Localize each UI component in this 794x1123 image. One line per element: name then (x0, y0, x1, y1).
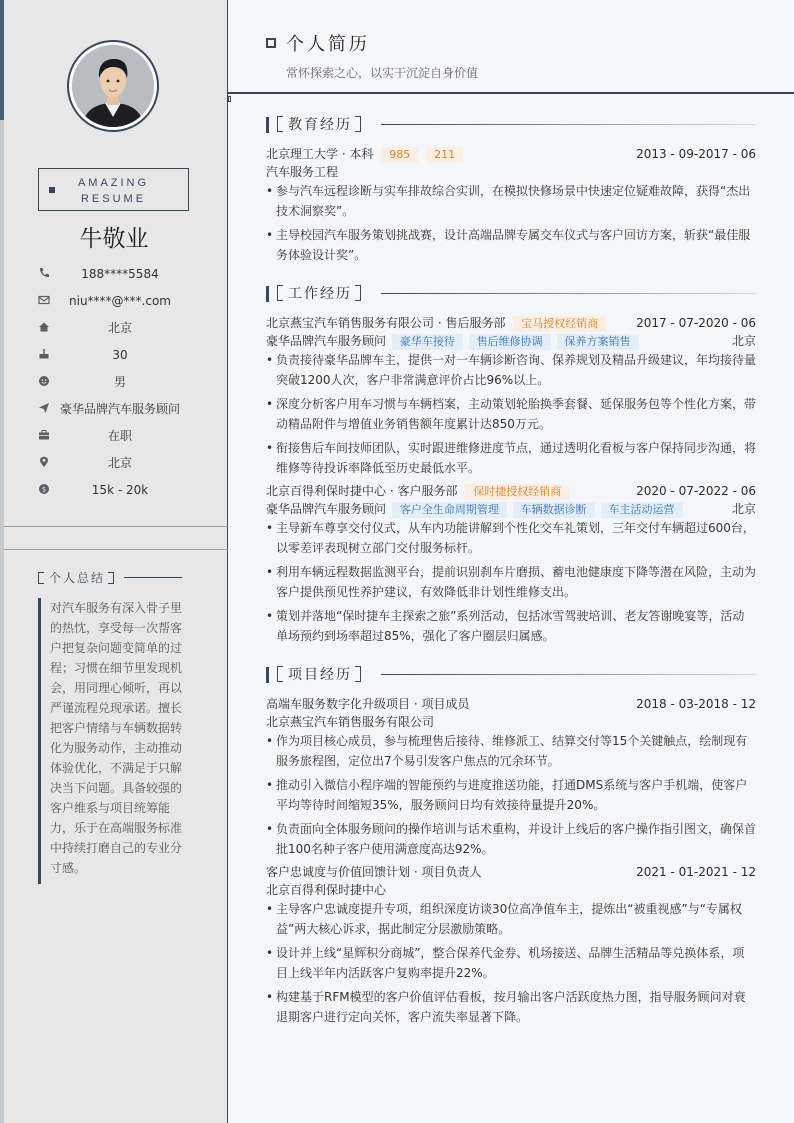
smile-icon (38, 375, 50, 387)
job-position: 豪华品牌汽车服务顾问 (266, 334, 387, 348)
education-header-row (266, 145, 756, 163)
job-position-row (266, 500, 756, 518)
education-major-row (266, 163, 756, 181)
job-bullet: • 负责接待豪华品牌车主，提供一对一车辆诊断咨询、保养规划及精品升级建议，年均接待量突破1200人次，客户非常满意评价占比96%以上。 (266, 350, 756, 390)
bracket-right (355, 666, 361, 682)
bracket-left (277, 285, 283, 301)
school-tag: 211 (426, 147, 463, 163)
education-bullet: • 主导校园汽车服务策划挑战赛，设计高端品牌专属交车仪式与客户回访方案，斩获“最佳服务体验设计奖”。 (266, 225, 756, 265)
skill-tag: 车辆数据诊断 (513, 502, 595, 518)
job-date: 2017 - 07-2020 - 06 (636, 316, 756, 330)
project-bullet: • 负责面向全体服务顾问的操作培训与话术重构，并设计上线后的客户操作指引图文，确保首批100名种子客户使用满意度高达92%。 (266, 819, 756, 859)
job-bullet: • 策划并落地“保时捷车主探索之旅”系列活动，包括冰雪驾驶培训、老友答谢晚宴等，活动单场预约到场率超过85%，强化了客户圈层归属感。 (266, 606, 756, 646)
summary-heading-rule (124, 577, 182, 578)
info-location-text: 北京 (107, 321, 132, 335)
project-bullet: • 设计并上线“星辉积分商城”，整合保养代金券、机场接送、品牌生活精品等兑换体系，项目上线半年内活跃客户复购率提升22%。 (266, 943, 756, 983)
info-gender-text: 男 (113, 375, 126, 389)
bracket-right (355, 116, 361, 132)
sidebar-accent-strip (0, 0, 4, 1123)
skill-tag: 客户全生命周期管理 (392, 502, 507, 518)
bracket-left (277, 666, 283, 682)
page-subtitle: 常怀探索之心，以实干沉淀自身价值 (286, 66, 479, 80)
job-bullet: • 主导新车尊享交付仪式，从车内功能讲解到个性化交车礼策划，三年交付车辆超过600台，以零差评表现树立部门交付服务标杆。 (266, 518, 756, 558)
badge-line-2: RESUME (80, 193, 147, 205)
project-date: 2018 - 03-2018 - 12 (636, 697, 756, 711)
info-email (38, 293, 188, 320)
job-company: 北京燕宝汽车销售服务有限公司 · 售后服务部 (266, 316, 506, 330)
job-header-row (266, 314, 756, 332)
section-rule (381, 674, 756, 675)
job-city: 北京 (731, 502, 756, 516)
section-projects-heading (266, 666, 756, 684)
bracket-right (108, 572, 114, 584)
bracket-left (277, 116, 283, 132)
info-phone-text: 188****5584 (81, 267, 159, 281)
project-org: 北京燕宝汽车销售服务有限公司 (266, 715, 435, 729)
project-bullet: • 作为项目核心成员，参与梳理售后接待、维修派工、结算交付等15个关键触点，绘制现有服务旅程图，定位出7个易引发客户焦点的冗余环节。 (266, 731, 756, 771)
info-age-text: 30 (112, 348, 128, 362)
job-badge: 保时捷授权经销商 (465, 484, 569, 500)
project-header-row (266, 695, 756, 713)
education-date: 2013 - 09-2017 - 06 (636, 147, 756, 161)
section-title (277, 116, 361, 134)
sidebar (0, 0, 228, 1123)
info-email-text: niu****@***.com (69, 294, 171, 308)
summary-heading (38, 569, 114, 586)
school-tag: 985 (381, 147, 418, 163)
summary-text: 对汽车服务有深入骨子里的热忱，享受每一次帮客户把复杂问题变简单的过程；习惯在细节里发现机会，用同理心倾听，再以严谨流程兑现承诺。擅长把客户情绪与车辆数据转化为服务动作，主动推动体验优化，不满足于只解决当下问题。具备较强的客户维系与项目统筹能力，乐于在高端服务标准中持续打磨自己的专业分寸感。 (38, 598, 184, 884)
education-school: 北京理工大学 · 本科 (266, 147, 374, 161)
section-title (277, 285, 361, 303)
job-city: 北京 (731, 334, 756, 348)
education-major: 汽车服务工程 (266, 165, 339, 179)
section-title (277, 666, 361, 684)
info-status-text: 在职 (107, 429, 132, 443)
contact-info-list (38, 266, 188, 509)
skill-tag: 豪华车接待 (392, 334, 463, 350)
page-title: 个人简历 (286, 34, 370, 55)
info-gender (38, 374, 188, 401)
project-bullet: • 主导客户忠诚度提升专项，组织深度访谈30位高净值车主，提炼出“被重视感”与“专属权益”两大核心诉求，据此制定分层激励策略。 (266, 899, 756, 939)
badge-dot (49, 187, 55, 193)
project-bullet: • 推动引入微信小程序端的智能预约与进度推送功能，打通DMS系统与客户手机端，使客户平均等待时间缩短35%，服务顾问日均有效接待量提升20%。 (266, 775, 756, 815)
info-target-city-text: 北京 (107, 456, 132, 470)
sidebar-accent-top (0, 0, 4, 120)
avatar (67, 40, 159, 132)
section-education-heading (266, 116, 756, 134)
project-bullet: • 构建基于RFM模型的客户价值评估看板，按月输出客户活跃度热力图，指导服务顾问对衰退期客户进行定向关怀，客户流失率显著下降。 (266, 987, 756, 1027)
project-date: 2021 - 01-2021 - 12 (636, 865, 756, 879)
mail-icon (38, 294, 50, 306)
title-square-icon (266, 38, 276, 48)
job-badge: 宝马授权经销商 (513, 316, 606, 332)
skill-tag: 保养方案销售 (557, 334, 639, 350)
info-location (38, 320, 188, 347)
info-salary-text: 15k - 20k (91, 483, 149, 497)
job-company: 北京百得利保时捷中心 · 客户服务部 (266, 484, 458, 498)
section-bar (266, 117, 269, 133)
project-org-row (266, 881, 756, 899)
summary-heading-text: 个人总结 (49, 571, 106, 585)
badge-line-1: AMAZING (77, 177, 150, 189)
section-rule (381, 293, 756, 294)
project-name: 客户忠诚度与价值回馈计划 · 项目负责人 (266, 865, 482, 879)
cake-icon (38, 348, 50, 360)
info-target-position (38, 401, 188, 428)
svg-text:$: $ (41, 485, 47, 494)
resume-badge (38, 168, 189, 211)
project-header-row (266, 863, 756, 881)
home-icon (38, 321, 50, 333)
info-target-city (38, 455, 188, 482)
info-phone (38, 266, 188, 293)
job-bullet: • 衔接售后车间技师团队，实时跟进维修进度节点，通过透明化看板与客户保持同步沟通，将维修等待投诉率降低至历史最低水平。 (266, 438, 756, 478)
project-org-row (266, 713, 756, 731)
avatar-photo (72, 45, 154, 127)
phone-icon (38, 267, 50, 279)
info-status (38, 428, 188, 455)
skill-tag: 车主活动运营 (601, 502, 683, 518)
section-work-heading (266, 285, 756, 303)
education-bullet: • 参与汽车远程诊断与实车排故综合实训，在模拟快修场景中快速定位疑难故障，获得“杰出技术洞察奖”。 (266, 181, 756, 221)
job-bullet: • 利用车辆远程数据监测平台，提前识别刹车片磨损、蓄电池健康度下降等潜在风险，主动为客户提供预见性养护建议，有效降低非计划性维修支出。 (266, 562, 756, 602)
section-bar (266, 667, 269, 683)
sidebar-divider (4, 526, 228, 527)
sidebar-divider (4, 549, 228, 550)
job-date: 2020 - 07-2022 - 06 (636, 484, 756, 498)
job-position-row (266, 332, 756, 350)
bracket-right (355, 285, 361, 301)
person-portrait-icon (72, 45, 154, 127)
money-icon (38, 483, 50, 495)
info-age (38, 347, 188, 374)
bracket-left (38, 572, 44, 584)
project-name: 高端车服务数字化升级项目 · 项目成员 (266, 697, 470, 711)
section-bar (266, 286, 269, 302)
send-icon (38, 402, 50, 414)
info-target-position-text: 豪华品牌汽车服务顾问 (59, 402, 180, 416)
header-rule-marker (228, 96, 231, 102)
project-org: 北京百得利保时捷中心 (266, 883, 387, 897)
section-rule (381, 124, 756, 125)
section-title-text: 教育经历 (288, 117, 352, 133)
job-position: 豪华品牌汽车服务顾问 (266, 502, 387, 516)
location-icon (38, 456, 50, 468)
info-salary (38, 482, 188, 509)
header-rule (228, 92, 794, 94)
section-title-text: 项目经历 (288, 667, 352, 683)
briefcase-icon (38, 429, 50, 441)
candidate-name: 牛敬业 (79, 226, 149, 252)
job-header-row (266, 482, 756, 500)
section-title-text: 工作经历 (288, 286, 352, 302)
skill-tag: 售后维修协调 (469, 334, 551, 350)
job-bullet: • 深度分析客户用车习惯与车辆档案，主动策划轮胎换季套餐、延保服务包等个性化方案，带动精品附件与增值业务销售额年度累计达850万元。 (266, 394, 756, 434)
